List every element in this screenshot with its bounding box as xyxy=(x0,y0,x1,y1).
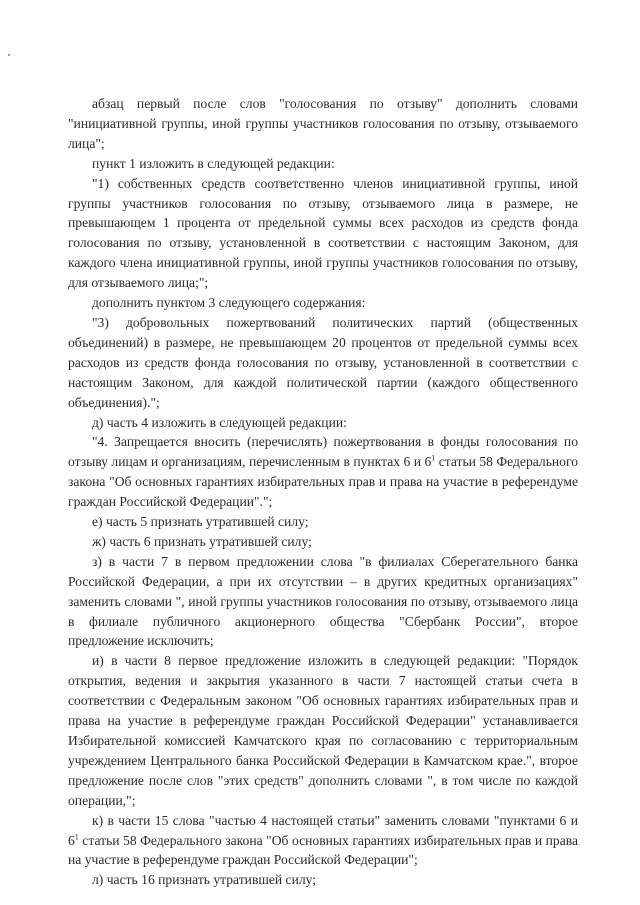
paragraph: л) часть 16 признать утратившей силу; xyxy=(92,872,317,888)
paragraph: пункт 1 изложить в следующей редакции: xyxy=(92,155,335,171)
paragraph: к) в части 15 слова "частью 4 настоящей статьи" заменить словами "пунктами 6 и $6^1$ статьи 58 Федерального закона "Об основных гарантиях избирательных прав и права на участие в референдуме граждан Российской Федерации"; xyxy=(68,812,578,868)
paragraph: абзац первый после слов "голосования по отзыву" дополнить словами "инициативной группы, иной группы участников голосования по отзыву, отзываемого лица"; xyxy=(68,96,578,151)
paragraph: и) в части 8 первое предложение изложить в следующей редакции: "Порядок открытия, ведения и закрытия указанного в части 7 настоящей статьи счета в соответствии с Федеральным законом "Об основных гарантиях избирательных прав и права на участие в референдуме граждан Российской Федерации" устанавливается Избирательной комиссией Камчатского края по согласованию с территориальным учреждением Центрального банка Российской Федерации в Камчатском крае.", второе предложение после слов "этих средств" дополнить словами ", в том числе по каждой операции,"; xyxy=(68,653,578,808)
paragraph: д) часть 4 изложить в следующей редакции: xyxy=(92,414,347,430)
scan-speck xyxy=(8,54,10,56)
paragraph: "1) собственных средств соответственно членов инициативной группы, иной группы участников голосования по отзыву, отзываемого лица в размере, не превышающем 1 процента от предельной суммы всех расходов из средств фонда голосования по отзыву, установленной в соответствии с настоящим Законом, для каждого члена инициативной группы, иной группы участников голосования по отзыву, для отзываемого лица;"; xyxy=(68,175,578,291)
paragraph: е) часть 5 признать утратившей силу; xyxy=(92,514,309,530)
document-body xyxy=(68,94,578,890)
paragraph: дополнить пунктом 3 следующего содержания: xyxy=(92,295,366,311)
paragraph: "3) добровольных пожертвований политических партий (общественных объединений) в размере, не превышающем 20 процентов от предельной суммы всех расходов из средств фонда голосования по отзыву, установленной в соответствии с настоящим Законом, для каждой политической партии (каждого общественного объединения)."; xyxy=(68,314,578,410)
paragraph: "4. Запрещается вносить (перечислять) пожертвования в фонды голосования по отзыву лицам и организациям, перечисленным в пунктах 6 и $6^1$ статьи 58 Федерального закона "Об основных гарантиях избирательных прав и права на участие в референдуме граждан Российской Федерации"."; xyxy=(68,434,579,510)
paragraph: з) в части 7 в первом предложении слова "в филиалах Сберегательного банка Российской Федерации, а при их отсутствии – в других кредитных организациях" заменить словами ", иной группы участников голосования по отзыву, отзываемого лица в филиале публичного акционерного общества "Сбербанк России", второе предложение исключить; xyxy=(68,553,578,649)
paragraph: ж) часть 6 признать утратившей силу; xyxy=(92,533,312,549)
